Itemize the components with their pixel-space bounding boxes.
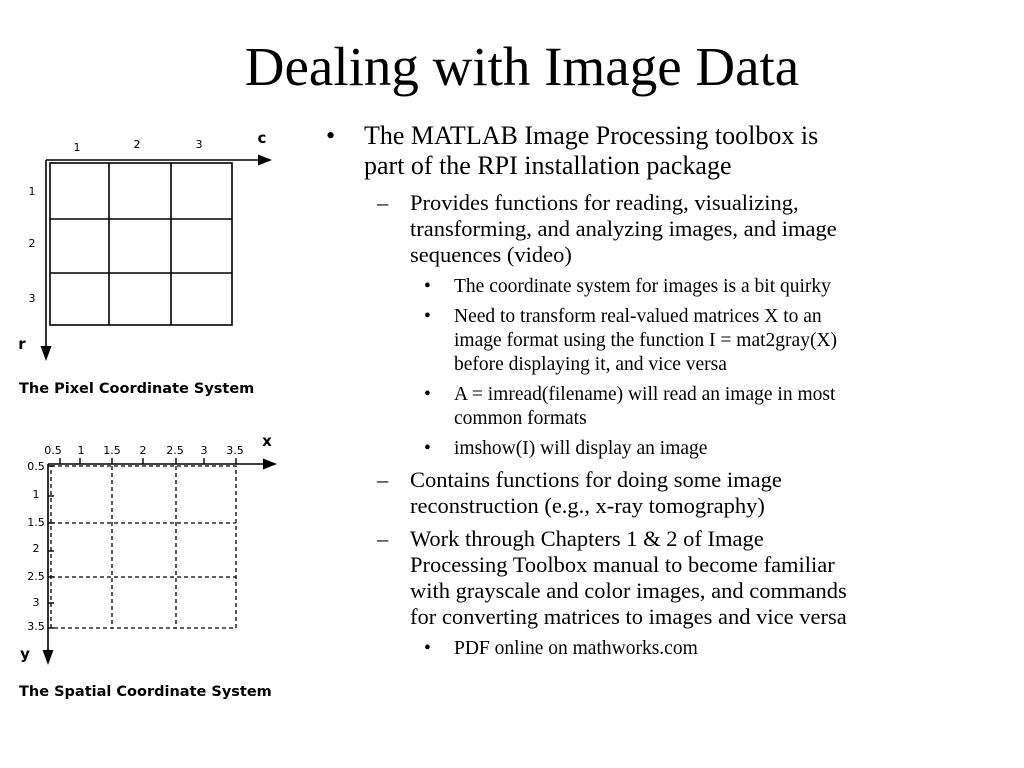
bullet-level1 [326,121,976,181]
bullet-dot-icon: • [424,306,431,327]
slide-title: Dealing with Image Data [244,36,800,97]
spatial-x-label: 2.5 [166,444,184,457]
bullet-text: Need to transform real-valued matrices X to an image format using the function I = mat2gray(X) before displaying it, and vice versa [454,306,838,375]
pixel-grid [50,163,232,325]
spatial-x-label: 1.5 [103,444,121,457]
pixel-row-label: 2 [28,237,36,250]
bullet-text: imshow(I) will display an image [454,438,708,459]
bullet-dash-icon: – [377,467,389,492]
spatial-x-label: 1 [77,444,85,457]
spatial-x-label: 2 [139,444,147,457]
bullet-dot-icon: • [424,384,431,405]
bullet-level3 [410,437,976,461]
pixel-row-axis-arrow-icon [41,346,52,361]
spatial-y-label: 2 [32,542,40,555]
bullet-text: PDF online on mathworks.com [454,638,698,659]
spatial-diagram-caption: The Spatial Coordinate System [19,684,272,700]
bullet-level2 [364,190,976,268]
bullet-dot-icon: • [326,121,336,150]
bullet-text: The MATLAB Image Processing toolbox is part of the RPI installation package [364,121,819,180]
bullet-dot-icon: • [424,438,431,459]
pixel-row-label: 3 [28,292,36,305]
spatial-y-axis-letter: y [20,645,30,663]
pixel-col-label: 3 [195,138,203,151]
spatial-coordinate-diagram [19,432,277,700]
pixel-col-axis-letter: c [257,129,267,147]
bullet-level3 [410,637,976,661]
bullet-dot-icon: • [424,276,431,297]
bullet-level2 [364,467,976,519]
bullet-dash-icon: – [377,190,389,215]
spatial-y-label: 3 [32,596,40,609]
pixel-row-axis-letter: r [18,335,26,353]
bullet-dash-icon: – [377,526,389,551]
spatial-x-ticks [60,458,236,464]
spatial-y-label: 3.5 [27,620,45,633]
spatial-y-axis-arrow-icon [43,650,54,665]
pixel-coordinate-diagram [18,129,272,397]
spatial-y-label: 1.5 [27,516,45,529]
spatial-grid [51,466,236,628]
bullet-level2 [364,526,976,630]
bullet-level3 [410,305,976,377]
bullet-text: Work through Chapters 1 & 2 of Image Processing Toolbox manual to become familiar with grayscale and color images, and commands for converting matrices to images and vice versa [410,526,847,629]
bullet-text: The coordinate system for images is a bit quirky [454,276,831,297]
bullet-dot-icon: • [424,638,431,659]
bullet-level3 [410,383,976,431]
bullet-list [326,121,976,667]
spatial-x-axis-arrow-icon [263,459,277,470]
spatial-x-label: 3.5 [226,444,244,457]
pixel-col-label: 2 [133,138,141,151]
bullet-text: A = imread(filename) will read an image in most common formats [454,384,836,429]
spatial-y-label: 1 [32,488,40,501]
spatial-x-label: 0.5 [44,444,62,457]
spatial-y-label: 0.5 [27,460,45,473]
pixel-col-axis-arrow-icon [258,155,272,166]
spatial-x-axis-letter: x [262,432,272,450]
spatial-x-label: 3 [200,444,208,457]
coordinate-systems-diagram [0,120,300,710]
pixel-col-label: 1 [73,141,81,154]
bullet-level3 [410,275,976,299]
pixel-diagram-caption: The Pixel Coordinate System [19,381,255,397]
spatial-y-label: 2.5 [27,570,45,583]
bullet-text: Provides functions for reading, visualizing, transforming, and analyzing images, and image sequences (video) [410,190,837,267]
bullet-text: Contains functions for doing some image reconstruction (e.g., x-ray tomography) [410,467,782,518]
pixel-row-label: 1 [28,185,36,198]
